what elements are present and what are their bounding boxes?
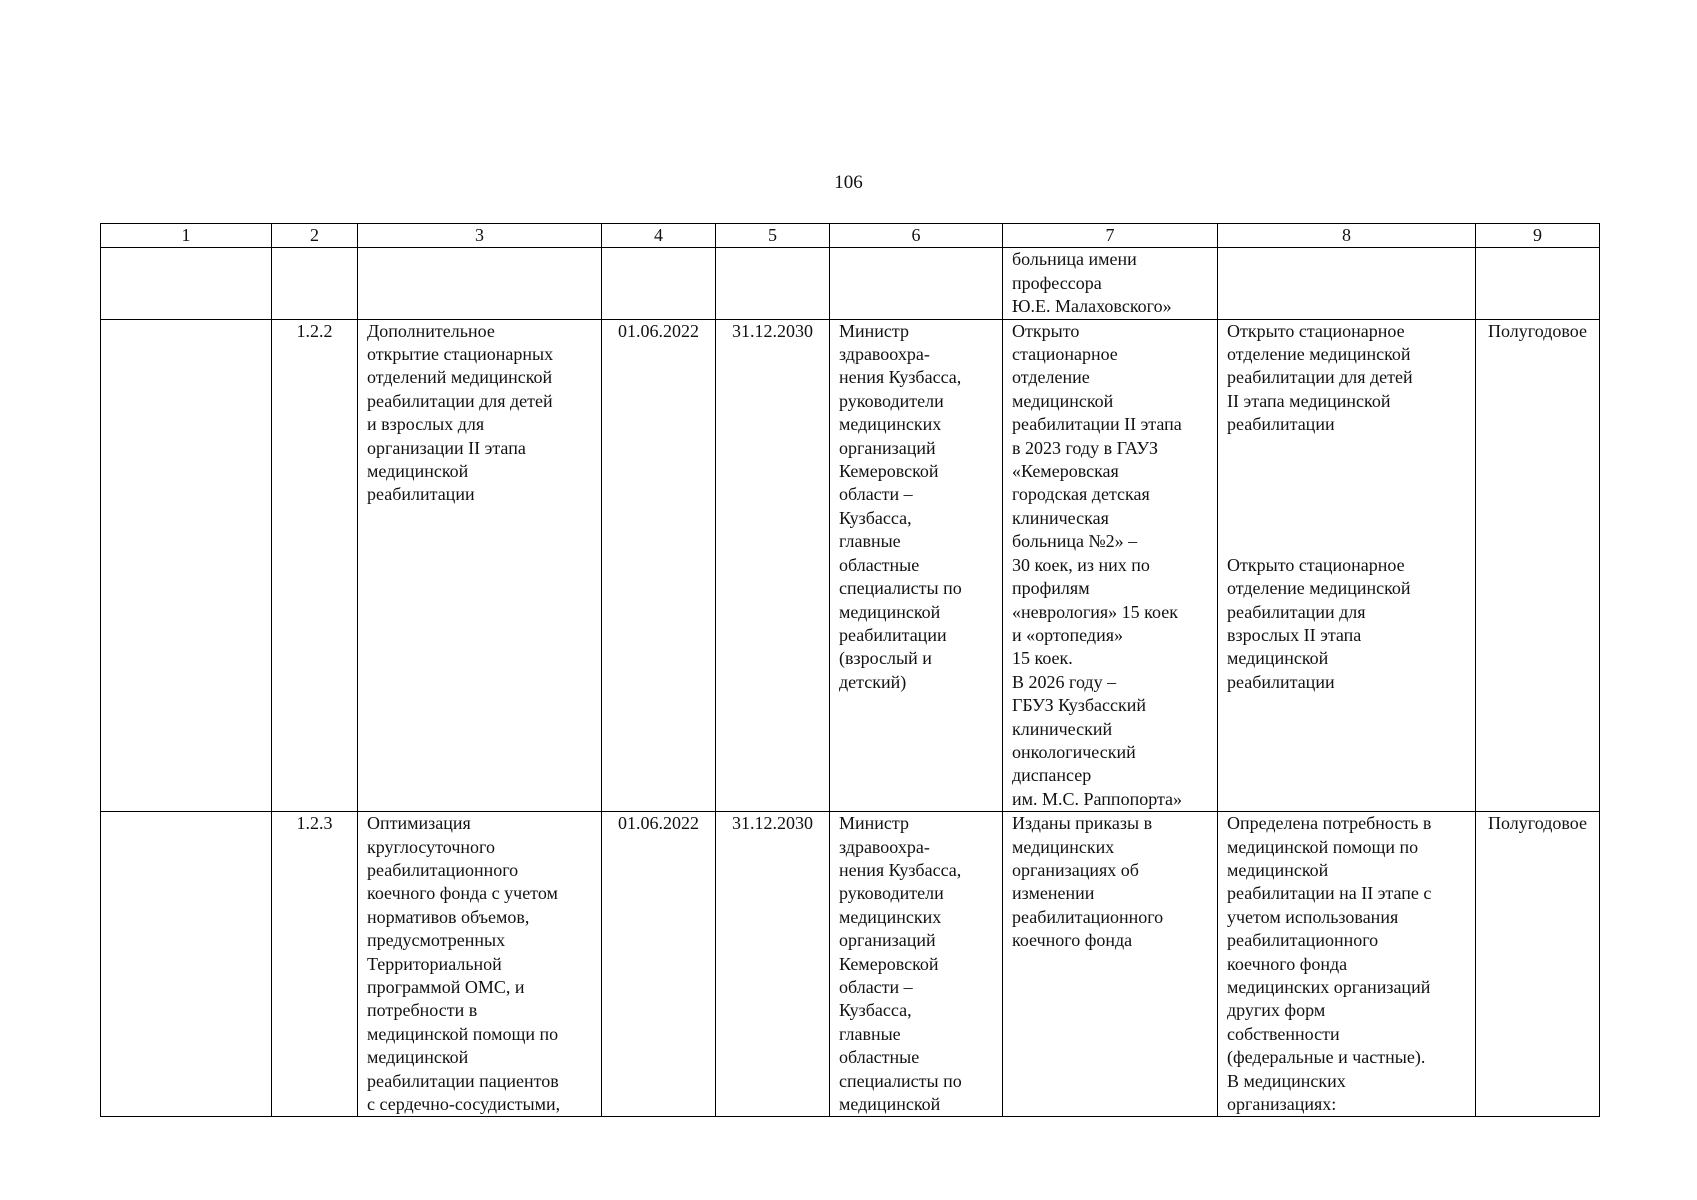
result-cell: Изданы приказы в медицинских организациях об изменении реабилитационного коечного фонда — [1003, 812, 1218, 1117]
section-cell — [101, 248, 272, 319]
column-header: 5 — [716, 224, 830, 248]
responsible-cell: Министр здравоохра- нения Кузбасса, руководители медицинских организаций Кемеровской области – Кузбасса, главные областные специалисты по медицинской — [830, 812, 1003, 1117]
item-number-cell: 1.2.2 — [272, 319, 358, 812]
result-cell: Открыто стационарное отделение медицинской реабилитации II этапа в 2023 году в ГАУЗ «Кемеровская городская детская клиническая больница №2» – 30 коек, из них по профилям «неврология» 15 коек и «ортопедия» 15 коек. В 2026 году – ГБУЗ Кузбасский клинический онкологический диспансер им. М.С. Раппопорта» — [1003, 319, 1218, 812]
activity-cell: Оптимизация круглосуточного реабилитационного коечного фонда с учетом нормативов объемов, предусмотренных Территориальной программой ОМС, и потребности в медицинской помощи по медицинской реабилитации пациентов с сердечно-сосудистыми, — [358, 812, 602, 1117]
table-row — [101, 319, 1600, 812]
start-date-cell — [602, 248, 716, 319]
table-row — [101, 812, 1600, 1117]
periodicity-cell — [1476, 248, 1600, 319]
outcome-cell: Определена потребность в медицинской помощи по медицинской реабилитации на II этапе с учетом использования реабилитационного коечного фонда медицинских организаций других форм собственности (федеральные и частные). В медицинских организациях: — [1218, 812, 1476, 1117]
item-number-cell: 1.2.3 — [272, 812, 358, 1117]
column-number-row — [101, 224, 1600, 248]
column-header: 9 — [1476, 224, 1600, 248]
item-number-cell — [272, 248, 358, 319]
activity-cell — [358, 248, 602, 319]
outcome-cell: Открыто стационарное отделение медицинской реабилитации для детей II этапа медицинской реабилитации Открыто стационарное отделение медицинской реабилитации для взрослых II этапа медицинской реабилитации — [1218, 319, 1476, 812]
result-cell: больница имени профессора Ю.Е. Малаховского» — [1003, 248, 1218, 319]
page-number: 106 — [834, 172, 863, 193]
section-cell — [101, 812, 272, 1117]
start-date-cell: 01.06.2022 — [602, 812, 716, 1117]
responsible-cell: Министр здравоохра- нения Кузбасса, руководители медицинских организаций Кемеровской области – Кузбасса, главные областные специалисты по медицинской реабилитации (взрослый и детский) — [830, 319, 1003, 812]
section-cell — [101, 319, 272, 812]
column-header: 3 — [358, 224, 602, 248]
activity-cell: Дополнительное открытие стационарных отделений медицинской реабилитации для детей и взрослых для организации II этапа медицинской реабилитации — [358, 319, 602, 812]
table-row — [101, 248, 1600, 319]
end-date-cell: 31.12.2030 — [716, 319, 830, 812]
column-header: 8 — [1218, 224, 1476, 248]
plan-table — [100, 223, 1600, 1117]
end-date-cell: 31.12.2030 — [716, 812, 830, 1117]
end-date-cell — [716, 248, 830, 319]
column-header: 4 — [602, 224, 716, 248]
outcome-cell — [1218, 248, 1476, 319]
responsible-cell — [830, 248, 1003, 319]
start-date-cell: 01.06.2022 — [602, 319, 716, 812]
periodicity-cell: Полугодовое — [1476, 319, 1600, 812]
periodicity-cell: Полугодовое — [1476, 812, 1600, 1117]
column-header: 1 — [101, 224, 272, 248]
column-header: 6 — [830, 224, 1003, 248]
column-header: 2 — [272, 224, 358, 248]
column-header: 7 — [1003, 224, 1218, 248]
